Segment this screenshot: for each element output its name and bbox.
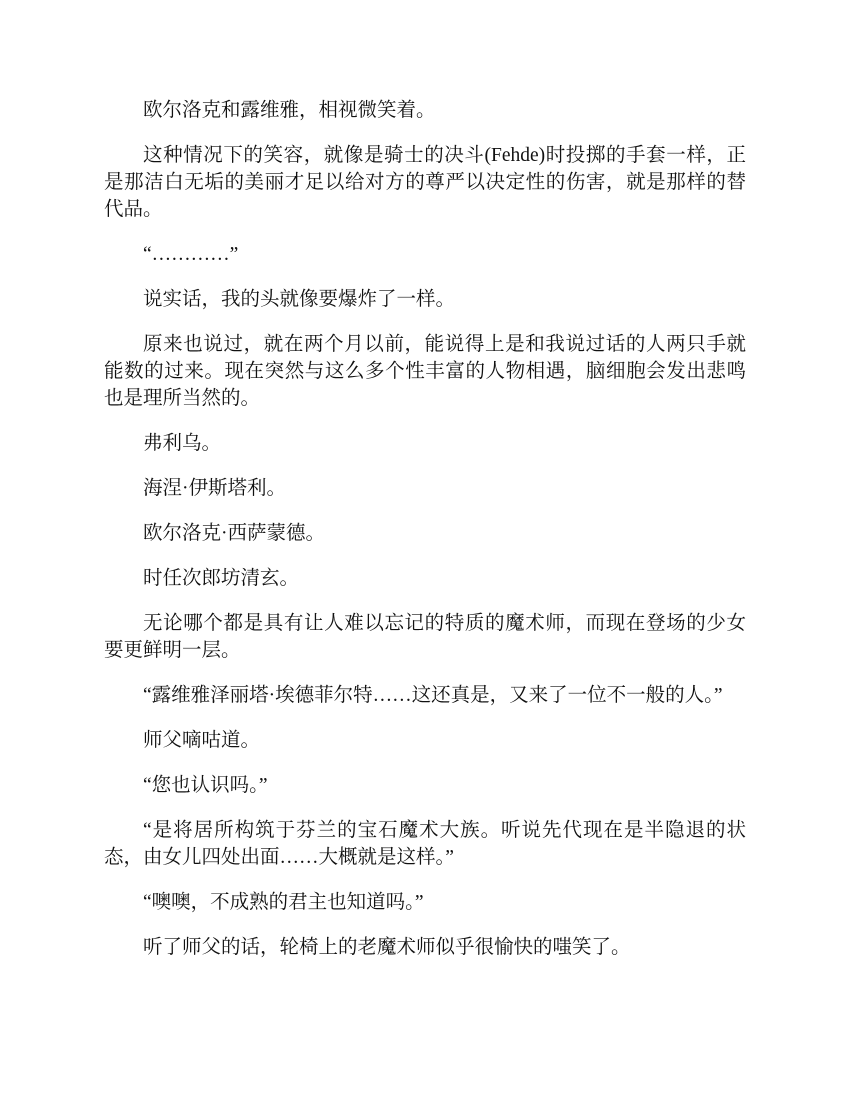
paragraph: 时任次郎坊清玄。 (143, 568, 300, 589)
paragraph: “…………” (143, 244, 239, 265)
document-body (104, 97, 746, 979)
paragraph: “是将居所构筑于芬兰的宝石魔术大族。听说先代现在是半隐退的状态，由女儿四处出面……大概就是这样。” (104, 820, 746, 868)
paragraph: “噢噢，不成熟的君主也知道吗。” (143, 892, 424, 913)
paragraph: 海涅·伊斯塔利。 (143, 478, 286, 499)
paragraph: “露维雅泽丽塔·埃德菲尔特……这还真是，又来了一位不一般的人。” (143, 685, 723, 706)
paragraph: 说实话，我的头就像要爆炸了一样。 (143, 289, 456, 310)
paragraph: 弗利乌。 (143, 433, 222, 454)
paragraph: 原来也说过，就在两个月以前，能说得上是和我说过话的人两只手就能数的过来。现在突然与这么多个性丰富的人物相遇，脑细胞会发出悲鸣也是理所当然的。 (104, 334, 746, 409)
paragraph: 欧尔洛克·西萨蒙德。 (143, 523, 325, 544)
paragraph: 这种情况下的笑容，就像是骑士的决斗(Fehde)时投掷的手套一样，正是那洁白无垢的美丽才足以给对方的尊严以决定性的伤害，就是那样的替代品。 (104, 145, 746, 220)
paragraph: 无论哪个都是具有让人难以忘记的特质的魔术师，而现在登场的少女要更鲜明一层。 (104, 613, 746, 661)
paragraph: 听了师父的话，轮椅上的老魔术师似乎很愉快的嗤笑了。 (143, 937, 631, 958)
paragraph: “您也认识吗。” (143, 775, 268, 796)
paragraph: 欧尔洛克和露维雅，相视微笑着。 (143, 100, 436, 121)
paragraph: 师父嘀咕道。 (143, 730, 261, 751)
